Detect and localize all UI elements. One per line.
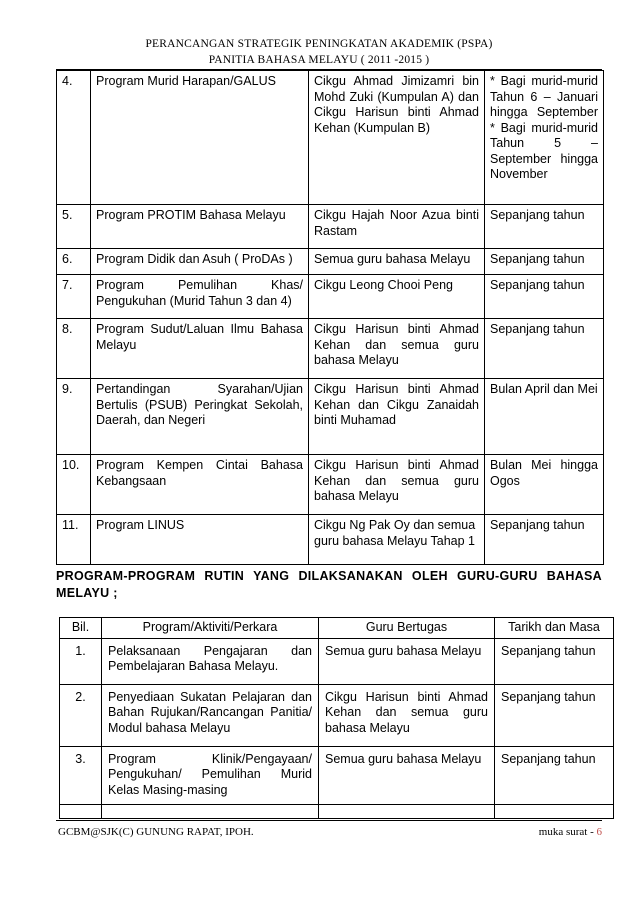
teacher-cell: Cikgu Harisun binti Ahmad Kehan dan semua guru bahasa Melayu (309, 455, 485, 515)
row-number: 1. (60, 638, 102, 684)
page-label: muka surat - (538, 826, 597, 838)
schedule-cell: Sepanjang tahun (485, 515, 604, 565)
schedule-cell: * Bagi murid-murid Tahun 6 – Januari hingga September * Bagi murid-murid Tahun 5 – September hingga November (485, 71, 604, 205)
header-subtitle: PANITIA BAHASA MELAYU ( 2011 -2015 ) (208, 54, 430, 66)
empty-cell (319, 804, 495, 818)
teacher-cell: Cikgu Harisun binti Ahmad Kehan dan semua guru bahasa Melayu (319, 684, 495, 746)
footer-page (539, 826, 602, 838)
program-cell: Program PROTIM Bahasa Melayu (91, 205, 309, 249)
row-number: 6. (57, 249, 91, 275)
row-number: 3. (60, 746, 102, 804)
teacher-cell: Cikgu Ng Pak Oy dan semua guru bahasa Melayu Tahap 1 (309, 515, 485, 565)
section-title: PROGRAM-PROGRAM RUTIN YANG DILAKSANAKAN OLEH GURU-GURU BAHASA MELAYU ; (56, 569, 602, 600)
row-number: 9. (57, 379, 91, 455)
schedule-cell: Sepanjang tahun (495, 684, 614, 746)
routine-program-table (59, 617, 614, 819)
column-header-bil: Bil. (60, 618, 102, 639)
schedule-cell: Sepanjang tahun (495, 746, 614, 804)
teacher-cell (309, 71, 485, 205)
table-row (60, 746, 614, 804)
schedule-cell: Bulan Mei hingga Ogos (485, 455, 604, 515)
schedule-cell: Sepanjang tahun (485, 319, 604, 379)
row-number: 11. (57, 515, 91, 565)
program-cell: Program Didik dan Asuh ( ProDAs ) (91, 249, 309, 275)
table-row (57, 515, 604, 565)
table-row (57, 205, 604, 249)
program-cell: Program Sudut/Laluan Ilmu Bahasa Melayu (91, 319, 309, 379)
program-table-continued (56, 70, 604, 565)
table-row (57, 71, 604, 205)
column-header-guru: Guru Bertugas (319, 618, 495, 639)
column-header-program: Program/Aktiviti/Perkara (102, 618, 319, 639)
schedule-cell: Sepanjang tahun (485, 205, 604, 249)
empty-cell (60, 804, 102, 818)
program-cell: Program Kempen Cintai Bahasa Kebangsaan (91, 455, 309, 515)
table-row (60, 684, 614, 746)
row-number: 5. (57, 205, 91, 249)
table-row (60, 638, 614, 684)
row-number: 4. (57, 71, 91, 205)
teacher-cell: Cikgu Hajah Noor Azua binti Rastam (309, 205, 485, 249)
teacher-cell: Cikgu Harisun binti Ahmad Kehan dan semua guru bahasa Melayu (309, 319, 485, 379)
page-number: 6 (596, 826, 602, 838)
schedule-cell: Bulan April dan Mei (485, 379, 604, 455)
teacher-cell: Semua guru bahasa Melayu (309, 249, 485, 275)
table-row (57, 275, 604, 319)
teacher-text: Cikgu Ahmad Jimizamri bin Mohd Zuki (Kumpulan A) dan Cikgu Harisun binti Ahmad Kehan (Kumpulan B) (314, 74, 479, 135)
program-cell: Program LINUS (91, 515, 309, 565)
teacher-cell: Cikgu Harisun binti Ahmad Kehan dan Cikgu Zanaidah binti Muhamad (309, 379, 485, 455)
program-cell: Pertandingan Syarahan/Ujian Bertulis (PSUB) Peringkat Sekolah, Daerah, dan Negeri (91, 379, 309, 455)
table-row (57, 319, 604, 379)
header-title: PERANCANGAN STRATEGIK PENINGKATAN AKADEMIK (PSPA) (145, 38, 493, 50)
row-number: 10. (57, 455, 91, 515)
table-row (57, 249, 604, 275)
program-cell: Program Murid Harapan/GALUS (91, 71, 309, 205)
schedule-cell: Sepanjang tahun (485, 249, 604, 275)
row-number: 8. (57, 319, 91, 379)
table-row (57, 379, 604, 455)
footer-rule (56, 820, 602, 821)
footer-school: GCBM@SJK(C) GUNUNG RAPAT, IPOH. (58, 826, 254, 838)
teacher-cell: Semua guru bahasa Melayu (319, 638, 495, 684)
row-number: 2. (60, 684, 102, 746)
program-cell: Pelaksanaan Pengajaran dan Pembelajaran Bahasa Melayu. (102, 638, 319, 684)
table-header-row (60, 618, 614, 639)
program-cell: Program Klinik/Pengayaan/ Pengukuhan/ Pemulihan Murid Kelas Masing-masing (102, 746, 319, 804)
column-header-masa: Tarikh dan Masa (495, 618, 614, 639)
table-row-empty (60, 804, 614, 818)
program-cell: Program Pemulihan Khas/ Pengukuhan (Murid Tahun 3 dan 4) (91, 275, 309, 319)
schedule-cell: Sepanjang tahun (485, 275, 604, 319)
table-row (57, 455, 604, 515)
teacher-cell: Cikgu Leong Chooi Peng (309, 275, 485, 319)
empty-cell (102, 804, 319, 818)
empty-cell (495, 804, 614, 818)
teacher-cell: Semua guru bahasa Melayu (319, 746, 495, 804)
program-cell: Penyediaan Sukatan Pelajaran dan Bahan Rujukan/Rancangan Panitia/ Modul bahasa Melayu (102, 684, 319, 746)
row-number: 7. (57, 275, 91, 319)
schedule-cell: Sepanjang tahun (495, 638, 614, 684)
